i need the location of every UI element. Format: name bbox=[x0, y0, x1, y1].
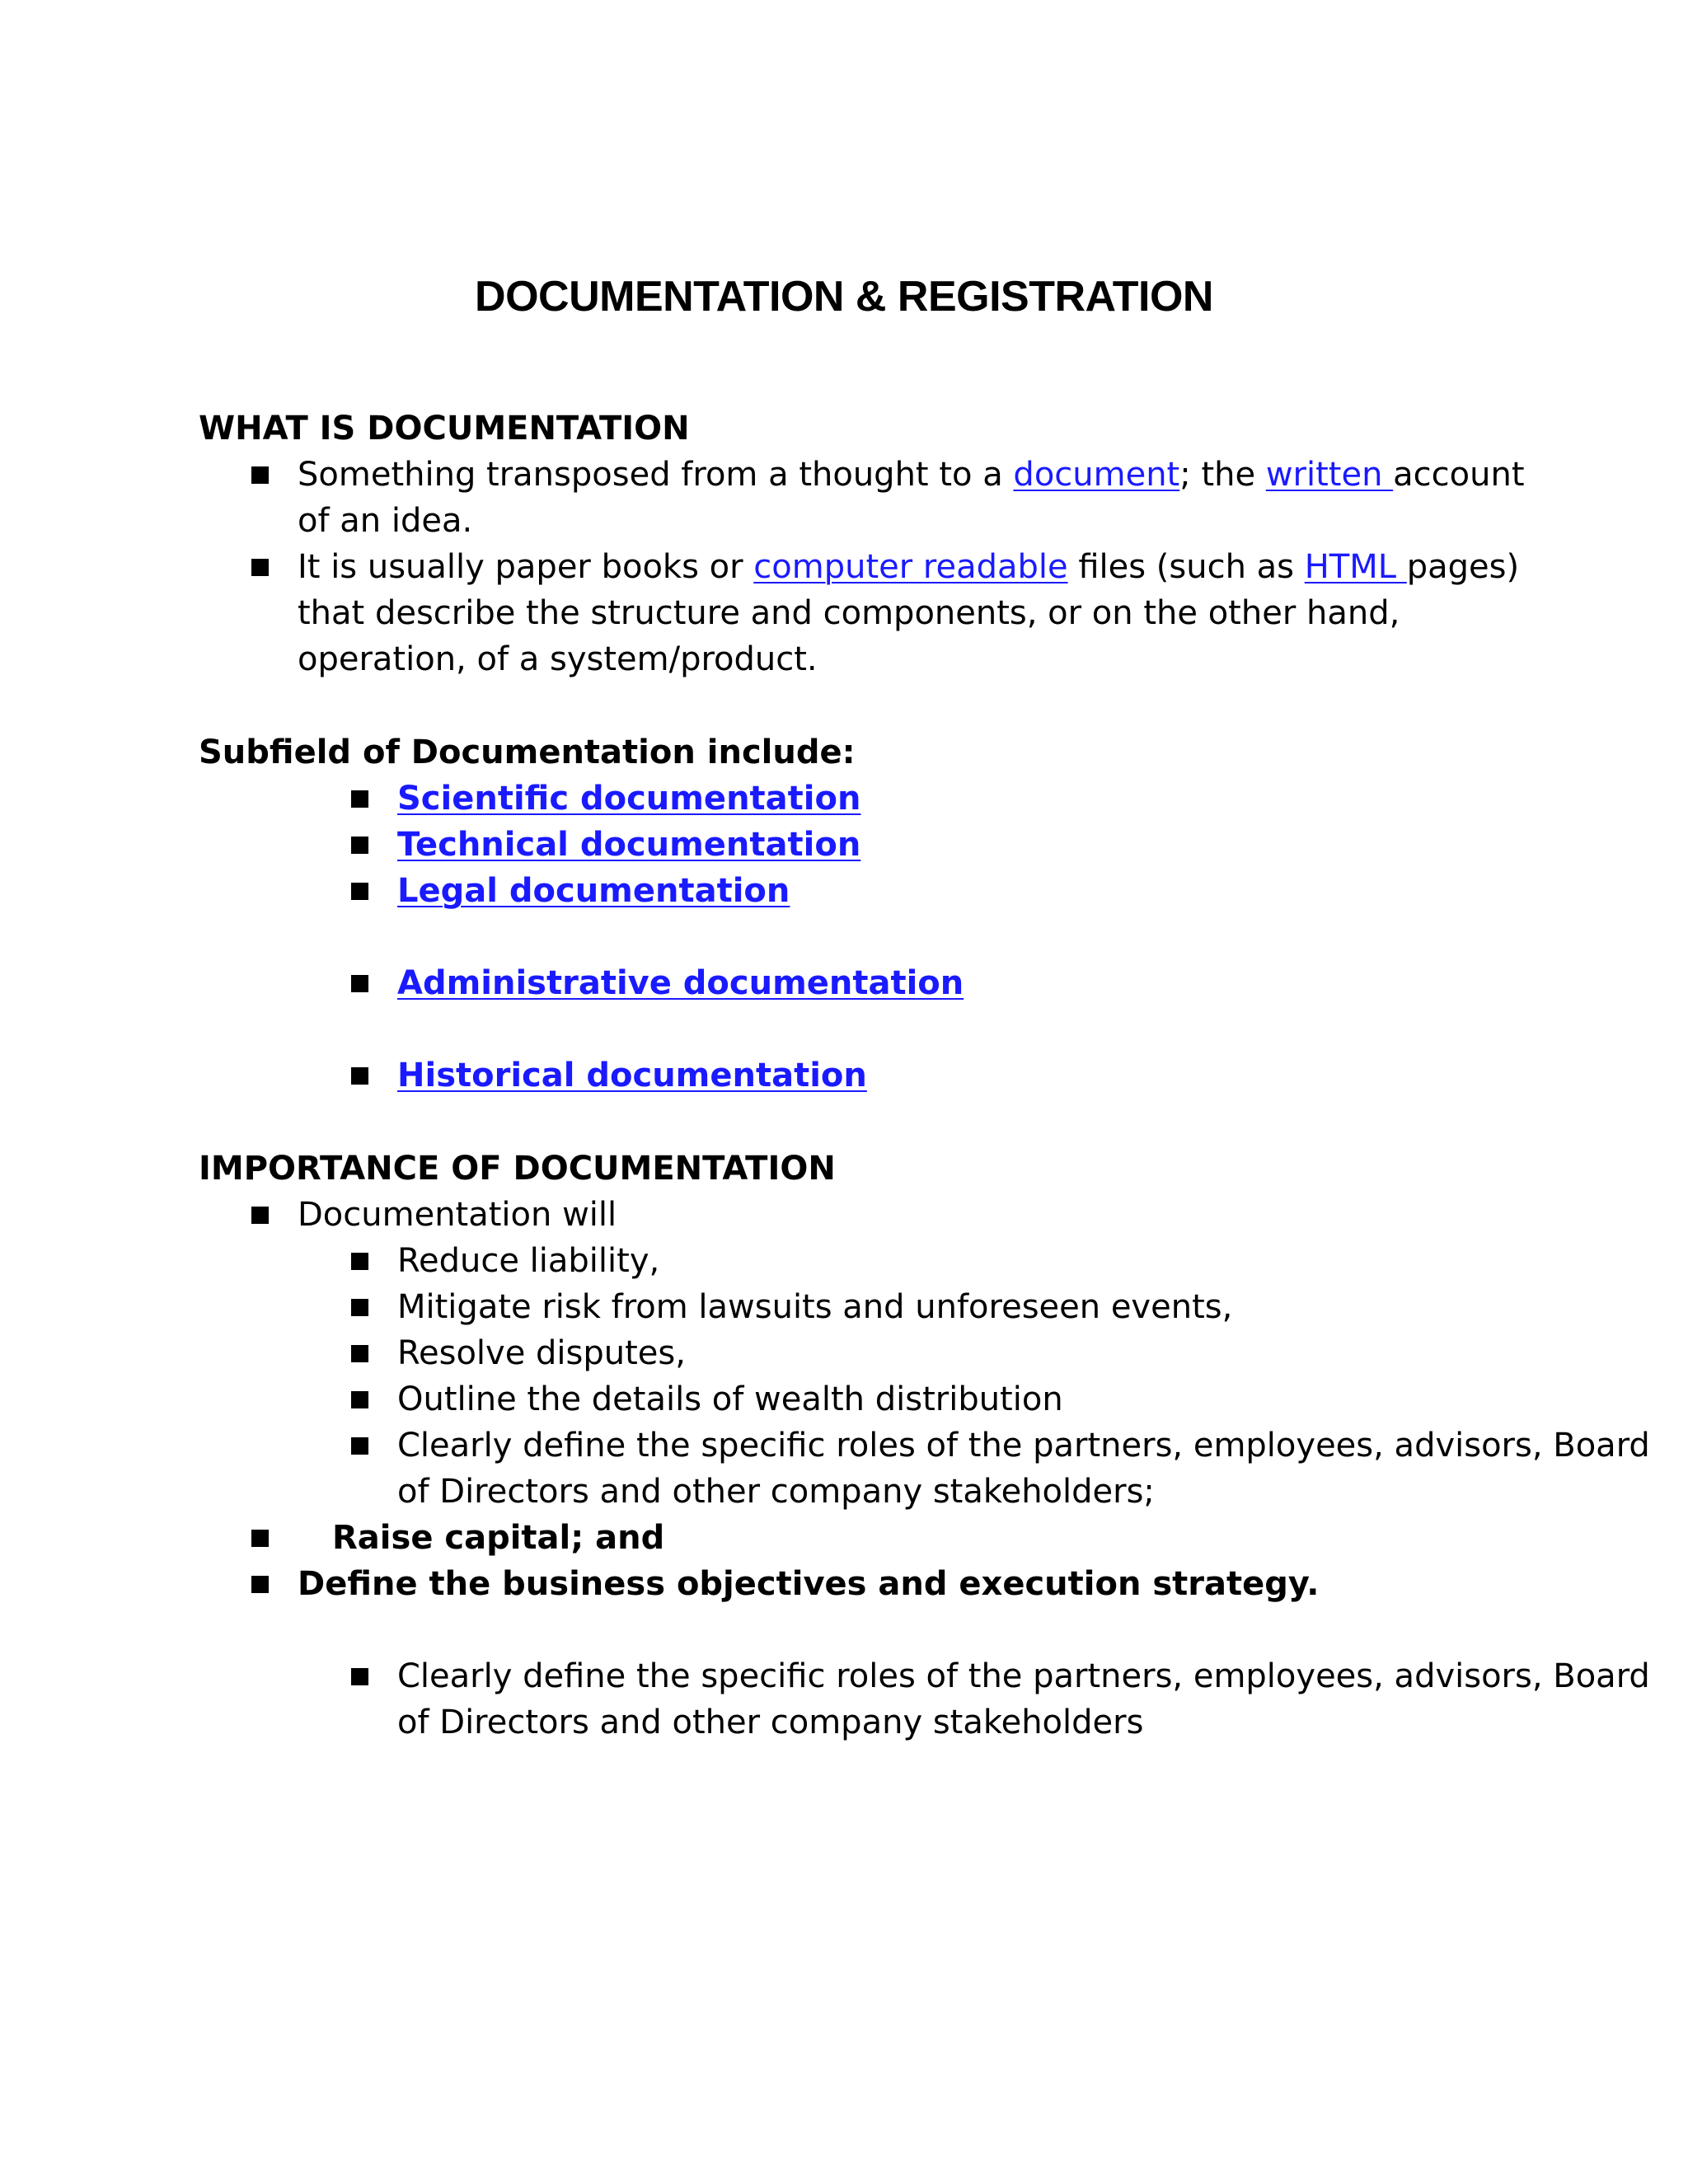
square-bullet-icon bbox=[251, 1207, 269, 1224]
square-bullet-icon bbox=[351, 883, 368, 900]
scientific-documentation-link[interactable]: Scientific documentation bbox=[397, 780, 861, 818]
historical-documentation-link[interactable]: Historical documentation bbox=[397, 1057, 867, 1094]
what-is-section bbox=[199, 405, 1688, 682]
spacer bbox=[199, 1006, 1688, 1052]
square-bullet-icon bbox=[351, 1345, 368, 1362]
list-item: Clearly define the specific roles of the partners, employees, advisors, Board of Directors and other company stakeholders bbox=[199, 1653, 1650, 1746]
spacer bbox=[199, 914, 1688, 960]
page-title: DOCUMENTATION & REGISTRATION bbox=[475, 273, 1213, 321]
what-is-heading: WHAT IS DOCUMENTATION bbox=[199, 410, 690, 448]
list-item bbox=[199, 868, 1688, 914]
list-item: Mitigate risk from lawsuits and unforeseen events, bbox=[199, 1284, 1688, 1330]
list-item: Something transposed from a thought to a document; the written account of an idea. bbox=[199, 452, 1534, 544]
list-item: Clearly define the specific roles of the partners, employees, advisors, Board of Directors and other company stakeholders; bbox=[199, 1422, 1650, 1515]
html-link[interactable]: HTML bbox=[1304, 548, 1407, 586]
administrative-documentation-link[interactable]: Administrative documentation bbox=[397, 964, 964, 1002]
list-item: Raise capital; and bbox=[199, 1515, 1688, 1561]
document-link[interactable]: document bbox=[1013, 456, 1180, 494]
square-bullet-icon bbox=[251, 1576, 269, 1593]
list-item: It is usually paper books or computer readable files (such as HTML pages) that describe the structure and components, or on the other hand, operation, of a system/product. bbox=[199, 544, 1534, 682]
square-bullet-icon bbox=[351, 837, 368, 854]
subfields-list bbox=[199, 776, 1688, 1099]
list-item: Outline the details of wealth distribution bbox=[199, 1376, 1688, 1422]
square-bullet-icon bbox=[351, 1437, 368, 1455]
square-bullet-icon bbox=[351, 975, 368, 992]
list-item bbox=[199, 822, 1688, 868]
list-item: Resolve disputes, bbox=[199, 1330, 1688, 1376]
list-item bbox=[199, 1052, 1688, 1099]
list-item bbox=[199, 960, 1688, 1006]
square-bullet-icon bbox=[351, 1391, 368, 1408]
computer-readable-link[interactable]: computer readable bbox=[753, 548, 1068, 586]
list-item bbox=[199, 776, 1688, 822]
square-bullet-icon bbox=[251, 559, 269, 576]
list-item: Define the business objectives and execution strategy. bbox=[199, 1561, 1688, 1607]
subfields-heading: Subfield of Documentation include: bbox=[199, 733, 856, 771]
square-bullet-icon bbox=[251, 466, 269, 484]
spacer bbox=[199, 1607, 1688, 1653]
written-link[interactable]: written bbox=[1265, 456, 1394, 494]
list-item: Reduce liability, bbox=[199, 1238, 1688, 1284]
technical-documentation-link[interactable]: Technical documentation bbox=[397, 826, 861, 864]
importance-list bbox=[199, 1192, 1688, 1746]
importance-section bbox=[199, 1146, 1688, 1746]
square-bullet-icon bbox=[351, 1067, 368, 1085]
square-bullet-icon bbox=[251, 1530, 269, 1547]
what-is-list bbox=[199, 452, 1688, 682]
legal-documentation-link[interactable]: Legal documentation bbox=[397, 872, 790, 910]
square-bullet-icon bbox=[351, 1668, 368, 1685]
subfields-section bbox=[199, 729, 1688, 1099]
importance-heading: IMPORTANCE OF DOCUMENTATION bbox=[199, 1150, 836, 1188]
square-bullet-icon bbox=[351, 1299, 368, 1316]
list-item: Documentation will bbox=[199, 1192, 1688, 1238]
square-bullet-icon bbox=[351, 1253, 368, 1270]
square-bullet-icon bbox=[351, 790, 368, 808]
